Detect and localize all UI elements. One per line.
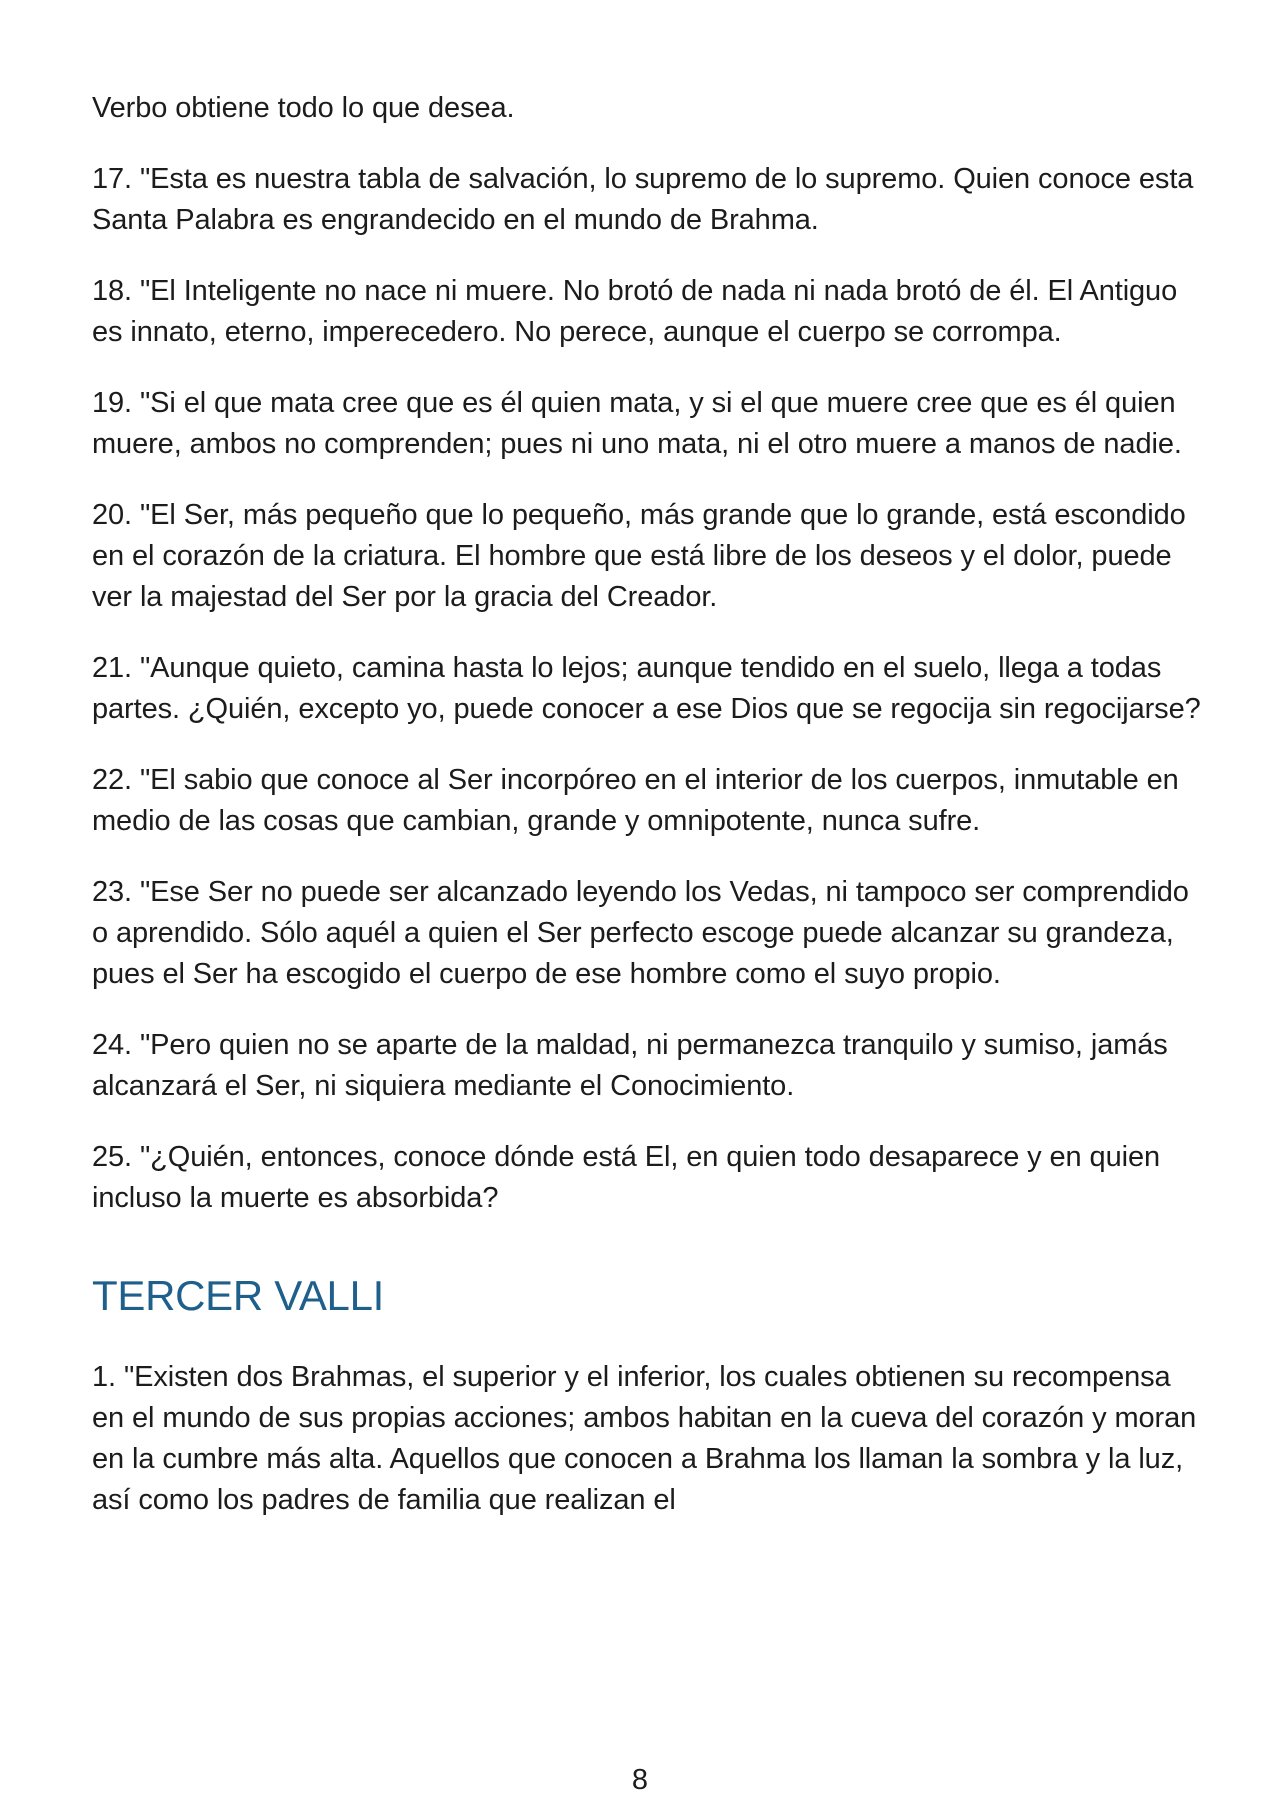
verse-24: 24. "Pero quien no se aparte de la maldad, ni permanezca tranquilo y sumiso, jamás alcanzará el Ser, ni siquiera mediante el Conocimiento. [92,1029,1168,1102]
section-heading: TERCER VALLI [92,1272,385,1319]
verse-20: 20. "El Ser, más pequeño que lo pequeño, más grande que lo grande, está escondido en el corazón de la criatura. El hombre que está libre de los deseos y el dolor, puede ver la majestad del Ser por la gracia del Creador. [92,499,1186,613]
verse-25: 25. "¿Quién, entonces, conoce dónde está El, en quien todo desaparece y en quien incluso la muerte es absorbida? [92,1141,1161,1214]
verse-18: 18. "El Inteligente no nace ni muere. No brotó de nada ni nada brotó de él. El Antiguo es innato, eterno, imperecedero. No perece, aunque el cuerpo se corrompa. [92,275,1178,348]
page-content [92,88,1202,1551]
verse-21: 21. "Aunque quieto, camina hasta lo lejos; aunque tendido en el suelo, llega a todas partes. ¿Quién, excepto yo, puede conocer a ese Dios que se regocija sin regocijarse? [92,652,1201,725]
verse-22: 22. "El sabio que conoce al Ser incorpóreo en el interior de los cuerpos, inmutable en medio de las cosas que cambian, grande y omnipotente, nunca sufre. [92,764,1179,837]
verse-1-tercer-valli: 1. "Existen dos Brahmas, el superior y el inferior, los cuales obtienen su recompensa en el mundo de sus propias acciones; ambos habitan en la cueva del corazón y moran en la cumbre más alta. Aquellos que conocen a Brahma los llaman la sombra y la luz, así como los padres de familia que realizan el [92,1361,1197,1516]
page-number: 8 [631,1764,649,1796]
paragraph-continuation: Verbo obtiene todo lo que desea. [92,92,515,124]
verse-17: 17. "Esta es nuestra tabla de salvación, lo supremo de lo supremo. Quien conoce esta Santa Palabra es engrandecido en el mundo de Brahma. [92,163,1194,236]
verse-19: 19. "Si el que mata cree que es él quien mata, y si el que muere cree que es él quien muere, ambos no comprenden; pues ni uno mata, ni el otro muere a manos de nadie. [92,387,1182,460]
verse-23: 23. "Ese Ser no puede ser alcanzado leyendo los Vedas, ni tampoco ser comprendido o aprendido. Sólo aquél a quien el Ser perfecto escoge puede alcanzar su grandeza, pues el Ser ha escogido el cuerpo de ese hombre como el suyo propio. [92,876,1189,990]
